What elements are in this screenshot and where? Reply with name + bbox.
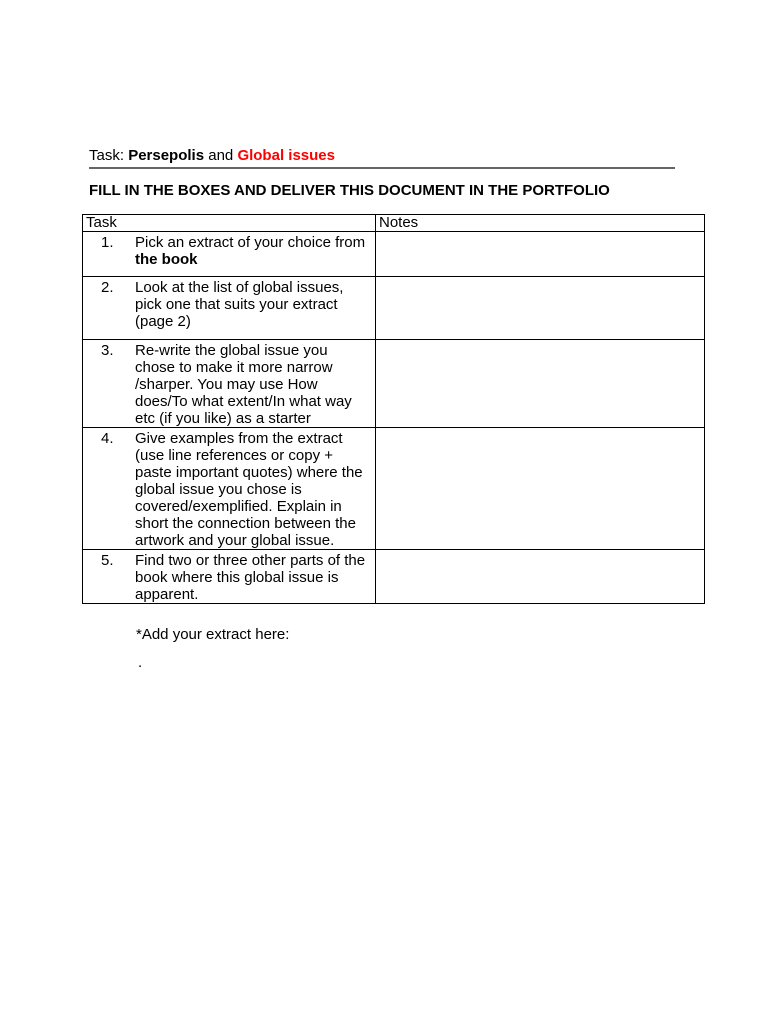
task-text: Look at the list of global issues, pick one that suits your extract (page 2) xyxy=(135,279,344,330)
table-row xyxy=(83,232,705,277)
table-row xyxy=(83,340,705,428)
task-text: Find two or three other parts of the book where this global issue is apparent. xyxy=(135,552,366,603)
task-text: Give examples from the extract (use line references or copy + paste important quotes) where the global issue you chose is covered/exemplified. Explain in short the connection between the artwork and your global issue. xyxy=(135,430,363,549)
task-number: 5. xyxy=(101,552,114,569)
topic-title: Global issues xyxy=(237,147,335,164)
task-cell xyxy=(83,550,376,604)
add-extract-label: *Add your extract here: xyxy=(136,626,290,643)
task-cell xyxy=(83,428,376,550)
placeholder-dot: . xyxy=(138,654,143,671)
task-text: Pick an extract of your choice from the book xyxy=(135,234,366,268)
task-column-header: Task xyxy=(83,215,376,232)
notes-cell[interactable] xyxy=(376,428,705,550)
task-text: Re-write the global issue you chose to make it more narrow /sharper. You may use How does/To what extent/In what way etc (if you like) as a starter xyxy=(135,342,352,427)
notes-cell[interactable] xyxy=(376,232,705,277)
task-title-line xyxy=(89,147,675,169)
notes-column-header: Notes xyxy=(376,215,705,232)
table-row xyxy=(83,550,705,604)
task-table xyxy=(82,214,705,604)
notes-cell[interactable] xyxy=(376,277,705,340)
book-title: Persepolis xyxy=(128,147,205,164)
table-row xyxy=(83,277,705,340)
notes-cell[interactable] xyxy=(376,340,705,428)
task-number: 2. xyxy=(101,279,114,296)
task-number: 4. xyxy=(101,430,114,447)
task-title-connector: and xyxy=(204,147,238,164)
task-table-body xyxy=(83,232,705,604)
notes-cell[interactable] xyxy=(376,550,705,604)
table-row xyxy=(83,428,705,550)
task-cell xyxy=(83,277,376,340)
task-number: 3. xyxy=(101,342,114,359)
table-header-row xyxy=(83,215,705,232)
task-title-prefix: Task: xyxy=(89,147,129,164)
task-cell xyxy=(83,340,376,428)
task-cell xyxy=(83,232,376,277)
task-number: 1. xyxy=(101,234,114,251)
instruction-heading: FILL IN THE BOXES AND DELIVER THIS DOCUMENT IN THE PORTFOLIO xyxy=(89,182,610,199)
